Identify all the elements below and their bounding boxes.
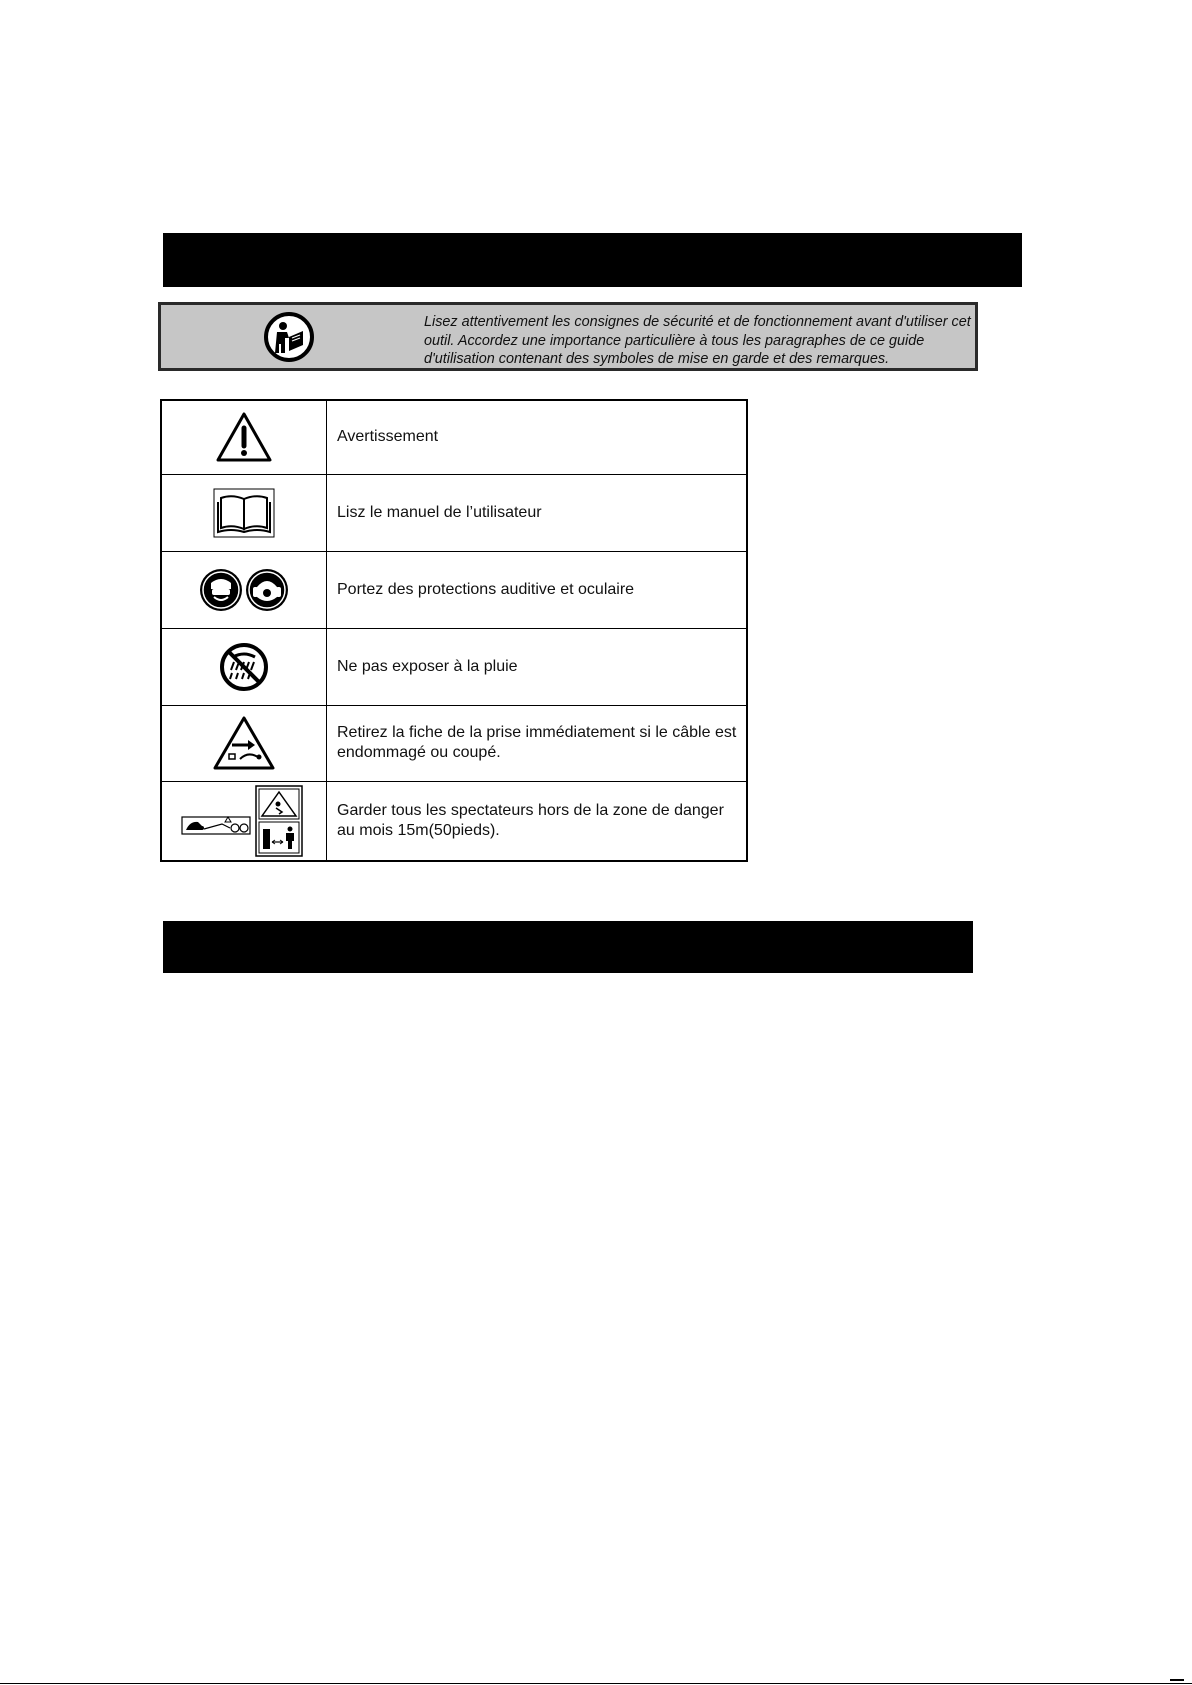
safety-notice-box — [158, 302, 978, 371]
unplug-damaged-cable-icon — [162, 715, 326, 771]
table-row — [161, 551, 747, 628]
table-row — [161, 705, 747, 781]
page-bottom-rule — [0, 1683, 1192, 1684]
table-row — [161, 474, 747, 551]
eye-ear-protection-icon — [162, 567, 326, 613]
symbol-description: Retirez la fiche de la prise immédiatement si le câble est endommagé ou coupé. — [327, 705, 748, 781]
no-rain-icon — [162, 641, 326, 693]
symbols-table — [160, 399, 748, 862]
open-book-icon — [162, 488, 326, 538]
symbol-description: Portez des protections auditive et oculaire — [327, 551, 748, 628]
section-header-bar — [163, 233, 1022, 287]
symbol-description: Lisz le manuel de l’utilisateur — [327, 474, 748, 551]
safety-notice-text: Lisez attentivement les consignes de sécurité et de fonctionnement avant d'utiliser cet outil. Accordez une importance particulière à tous les paragraphes de ce guide d'utilisation contenant des symboles de mise en garde et des remarques. — [424, 314, 971, 367]
warning-triangle-icon — [162, 410, 326, 464]
table-row — [161, 628, 747, 705]
symbol-description: Avertissement — [327, 400, 748, 474]
table-row — [161, 781, 747, 861]
page-corner-mark — [1170, 1679, 1184, 1681]
read-manual-icon — [263, 311, 315, 363]
keep-bystanders-away-icon — [162, 784, 326, 858]
symbol-description: Ne pas exposer à la pluie — [327, 628, 748, 705]
section-header-bar — [163, 921, 973, 973]
table-row — [161, 400, 747, 474]
symbol-description: Garder tous les spectateurs hors de la zone de danger au mois 15m(50pieds). — [327, 781, 748, 861]
